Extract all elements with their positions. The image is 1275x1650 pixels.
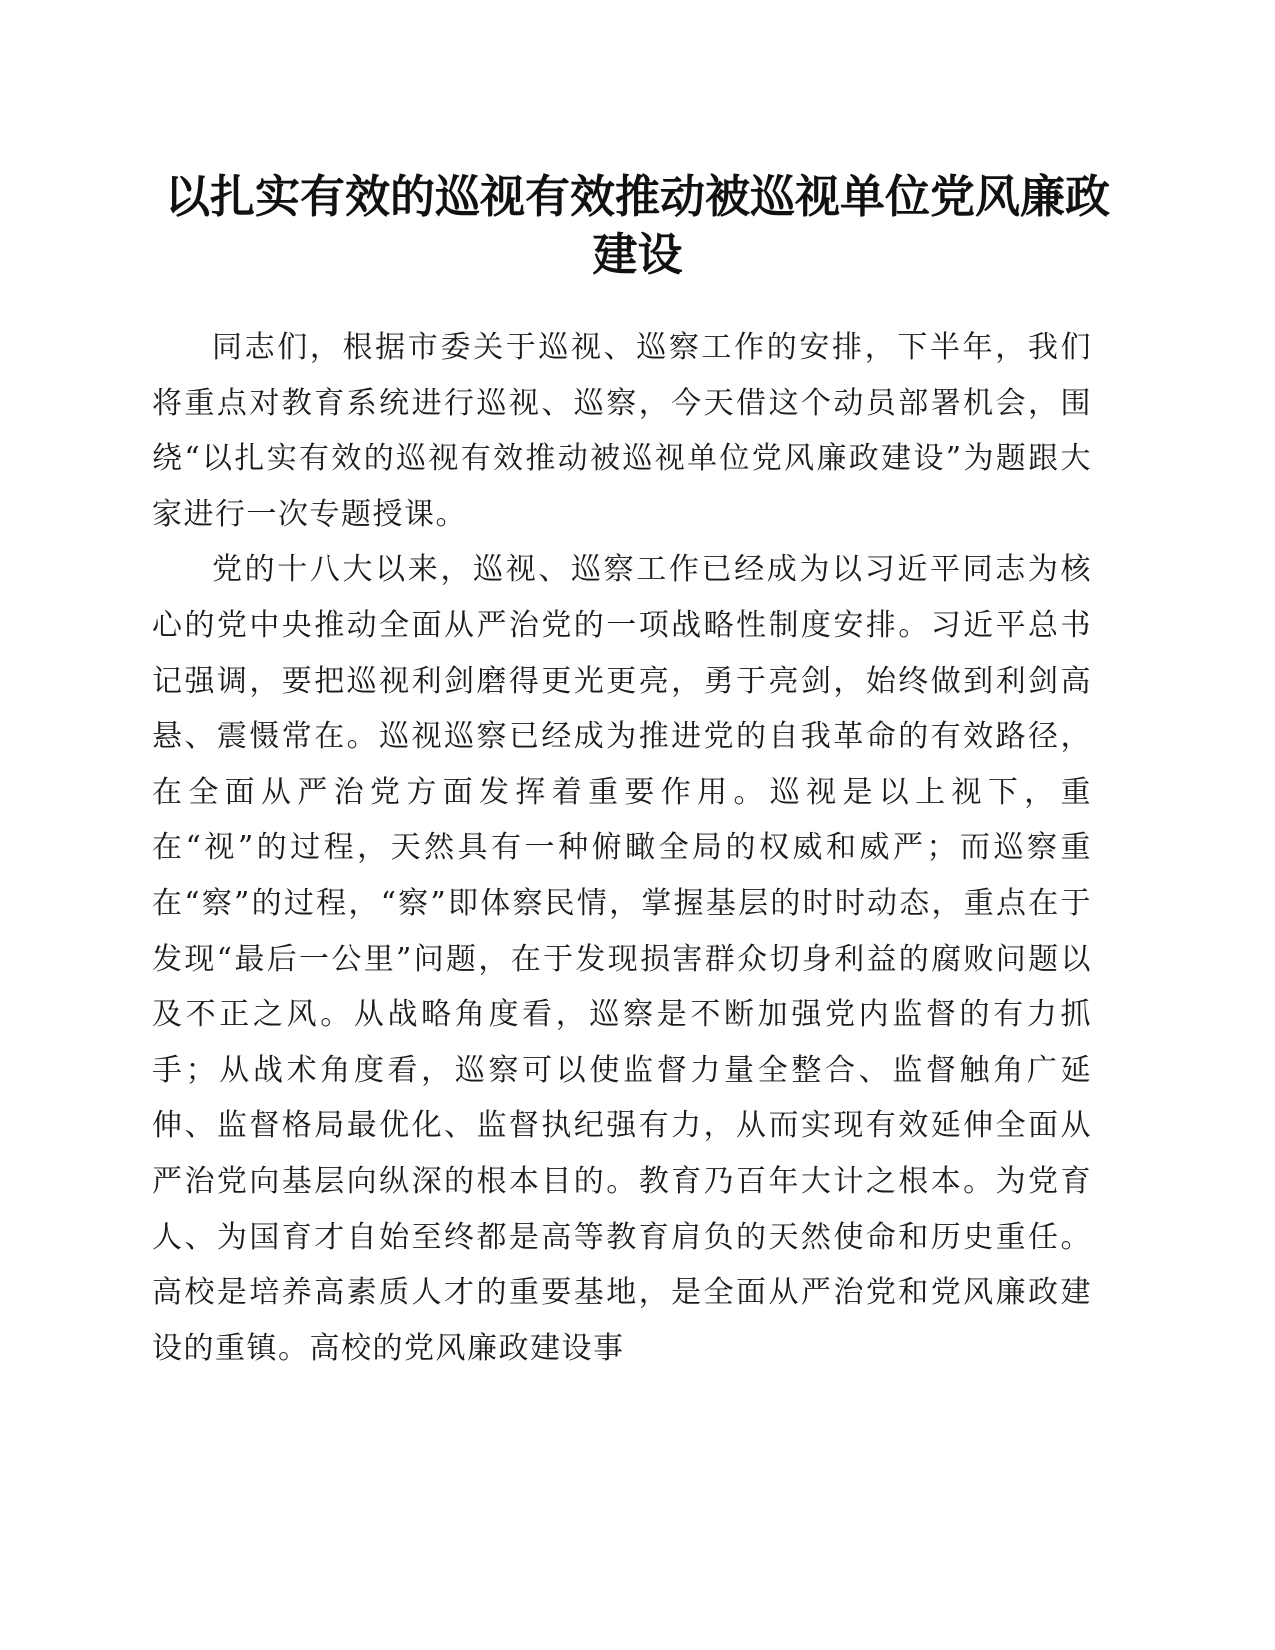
document-body: [152, 320, 1092, 1376]
paragraph-opening: 同志们，根据市委关于巡视、巡察工作的安排，下半年，我们将重点对教育系统进行巡视、巡察，今天借这个动员部署机会，围绕“以扎实有效的巡视有效推动被巡视单位党风廉政建设”为题跟大家进行一次专题授课。: [152, 330, 1092, 532]
paragraph-main: 党的十八大以来，巡视、巡察工作已经成为以习近平同志为核心的党中央推动全面从严治党的一项战略性制度安排。习近平总书记强调，要把巡视利剑磨得更光更亮，勇于亮剑，始终做到利剑高悬、震慑常在。巡视巡察已经成为推进党的自我革命的有效路径，在全面从严治党方面发挥着重要作用。巡视是以上视下，重在“视”的过程，天然具有一种俯瞰全局的权威和威严；而巡察重在“察”的过程，“察”即体察民情，掌握基层的时时动态，重点在于发现“最后一公里”问题，在于发现损害群众切身利益的腐败问题以及不正之风。从战略角度看，巡察是不断加强党内监督的有力抓手；从战术角度看，巡察可以使监督力量全整合、监督触角广延伸、监督格局最优化、监督执纪强有力，从而实现有效延伸全面从严治党向基层向纵深的根本目的。教育乃百年大计之根本。为党育人、为国育才自始至终都是高等教育肩负的天然使命和历史重任。高校是培养高素质人才的重要基地，是全面从严治党和党风廉政建设的重镇。高校的党风廉政建设事: [152, 552, 1092, 1366]
document-title: 以扎实有效的巡视有效推动被巡视单位党风廉政建设: [164, 170, 1110, 281]
